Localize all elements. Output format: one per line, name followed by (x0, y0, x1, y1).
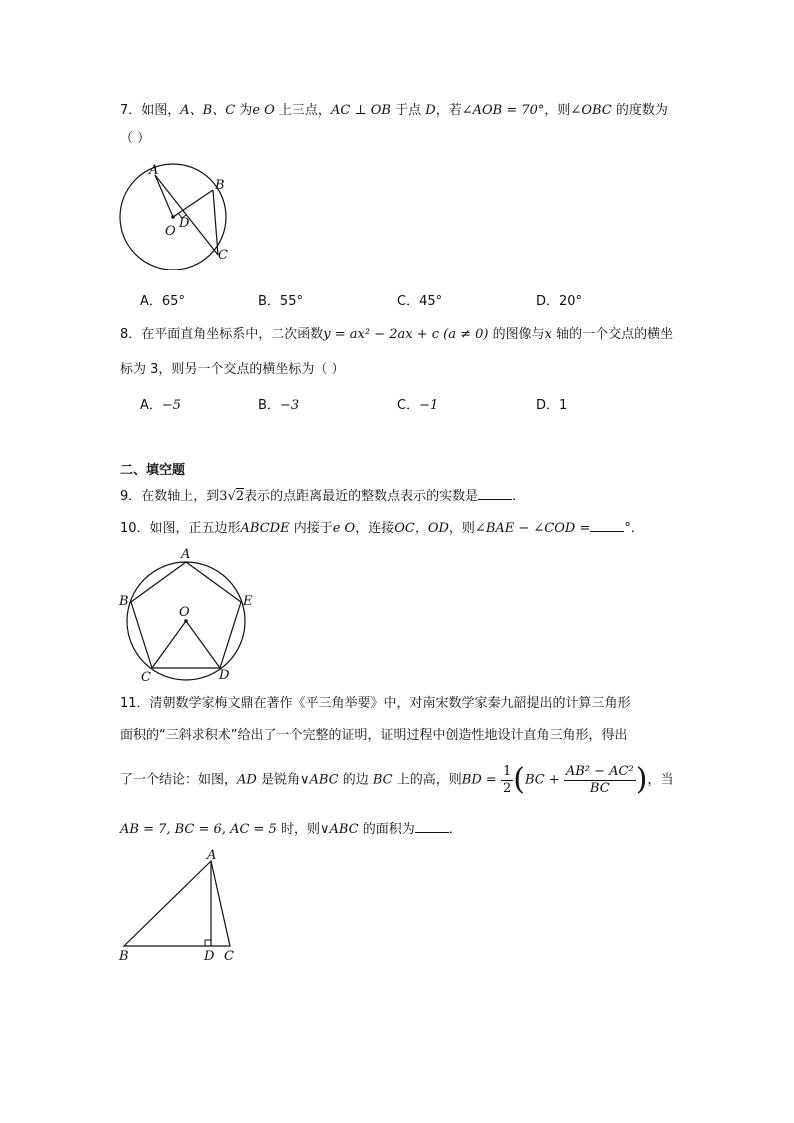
option-value: 55° (279, 294, 303, 309)
q9-text: 表示的点距离最近的整数点表示的实数是 (244, 489, 479, 504)
option-key: B． (258, 294, 280, 309)
q7-label-o: O (165, 224, 176, 239)
q11-triangle-shape (124, 861, 230, 946)
q7-points: A、B、C (180, 103, 236, 118)
frac-den: 2 (502, 780, 512, 796)
q10-label-d: D (219, 668, 230, 683)
q10-segments: OC，OD (394, 521, 449, 536)
q8-option-d[interactable] (536, 394, 567, 413)
q10-text: °． (624, 521, 644, 536)
q11-figure (110, 845, 250, 965)
q10-stem (120, 519, 644, 538)
q9-text: ． (512, 489, 526, 504)
q7-label-b: B (215, 178, 225, 193)
q11-text: 时，则 (276, 822, 320, 837)
q10-text: ，连接 (355, 521, 395, 536)
option-value: 45° (419, 294, 443, 309)
q7-option-c[interactable] (397, 290, 442, 309)
q11-bc: BC (372, 772, 393, 788)
q9-radicand: 2 (235, 489, 245, 504)
q11-given: AB = 7, BC = 6, AC = 5 (120, 822, 277, 837)
q11-text: 了一个结论：如图， (120, 772, 238, 788)
q11-answer-blank[interactable] (415, 820, 449, 833)
q10-label-a: A (181, 547, 191, 562)
q10-text: 10．如图，正五边形 (120, 521, 241, 536)
q11-label-a: A (207, 848, 217, 863)
q11-text: ，当 (647, 772, 674, 788)
q7-point-d: D (425, 103, 436, 118)
q10-pentagon: ABCDE (240, 521, 290, 536)
q7-perpendicular: AC ⊥ OB (330, 103, 391, 118)
q10-text: 内接于 (289, 521, 333, 536)
q11-text: 的边 (338, 772, 373, 788)
q7-text: 上三点， (274, 103, 331, 118)
option-key: D． (536, 398, 560, 413)
option-key: A． (140, 398, 162, 413)
q10-figure (110, 545, 260, 685)
q11-text: 是锐角 (256, 772, 300, 788)
option-value: 1 (559, 398, 568, 413)
q7-text: 7．如图， (120, 103, 181, 118)
q10-label-b: B (119, 594, 129, 609)
option-value: −5 (161, 398, 182, 413)
q9-answer-blank[interactable] (478, 487, 512, 500)
q10-text: ，则 (448, 521, 475, 536)
q10-label-o: O (179, 605, 190, 620)
q9-text: 9．在数轴上，到 (120, 489, 220, 504)
q8-option-b[interactable] (258, 394, 299, 413)
q11-half (501, 764, 513, 797)
q8-option-a[interactable] (140, 394, 181, 413)
frac-num: 1 (502, 763, 512, 779)
option-value: 20° (559, 294, 583, 309)
q7-option-a[interactable] (140, 290, 185, 309)
q11-paren-close: ) (635, 762, 648, 797)
q8-text: 8．在平面直角坐标系中，二次函数 (120, 327, 324, 342)
q11-triangle: ∨ABC (319, 822, 359, 837)
q10-expression: ∠BAE − ∠COD = (474, 521, 591, 536)
q9-coef: 3 (219, 489, 228, 504)
q10-label-c: C (141, 670, 151, 685)
option-value: −1 (419, 398, 439, 413)
q8-text: 的图像与 (488, 327, 545, 342)
option-key: C． (397, 398, 420, 413)
q7-angle-given: ∠AOB = 70° (461, 103, 545, 118)
q11-bd-eq: BD = (461, 772, 497, 788)
q11-label-c: C (224, 949, 234, 964)
option-key: D． (536, 294, 560, 309)
q10-label-e: E (243, 594, 253, 609)
q7-text: 于点 (390, 103, 426, 118)
q11-text: 的面积为 (358, 822, 415, 837)
q7-option-d[interactable] (536, 290, 582, 309)
option-value: −3 (279, 398, 300, 413)
q11-line2: 面积的“三斜求积术”给出了一个完整的证明，证明过程中创造性地设计直角三角形，得出 (120, 728, 628, 743)
q11-label-d: D (204, 949, 215, 964)
q8-x: x (544, 327, 552, 342)
q11-paren-open: ( (513, 762, 525, 797)
q8-text: 轴的一个交点的横坐 (551, 327, 674, 342)
q11-triangle: ∨ABC (299, 772, 339, 788)
q7-stem (120, 102, 668, 120)
q10-circle-name: e O (332, 521, 356, 536)
q11-text: ． (448, 822, 462, 837)
q9-radical: 3√2 (219, 489, 245, 504)
q8-function: y = ax² − 2ax + c (a ≠ 0) (323, 327, 489, 342)
q8-stem-line1 (120, 326, 673, 344)
q8-option-c[interactable] (397, 394, 438, 413)
q7-answer-paren: （ ） (120, 131, 151, 146)
q7-label-a: A (149, 163, 159, 178)
option-key: C． (397, 294, 420, 309)
option-key: B． (258, 398, 280, 413)
q8-stem-line2: 标为 3，则另一个交点的横坐标为（ ） (120, 362, 345, 377)
q7-circle-name: e O (252, 103, 275, 118)
q11-text: 上的高，则 (392, 772, 462, 788)
q11-label-b: B (119, 949, 129, 964)
q7-angle-asked: ∠OBC (570, 103, 612, 118)
frac-num: AB² − AC² (565, 763, 634, 779)
q7-text: ，则 (544, 103, 571, 118)
q7-text: 的度数为 (611, 103, 668, 118)
frac-den: BC (589, 780, 610, 796)
q11-line1: 11．清朝数学家梅文鼎在著作《平三角举要》中，对南宋数学家秦九韶提出的计算三角形 (120, 696, 631, 711)
q7-label-c: C (218, 248, 228, 263)
q10-answer-blank[interactable] (590, 519, 624, 532)
q11-fraction (564, 764, 636, 797)
q7-text: 为 (235, 103, 253, 118)
q11-inner-bc: BC + (524, 772, 560, 788)
option-key: A． (140, 294, 162, 309)
q7-label-d: D (179, 216, 190, 231)
q11-line4 (120, 820, 462, 839)
section-title: 二、填空题 (120, 463, 186, 478)
q7-option-b[interactable] (258, 290, 303, 309)
option-value: 65° (161, 294, 185, 309)
q11-ad: AD (237, 772, 257, 788)
q11-line3 (120, 760, 673, 801)
q9-stem (120, 487, 525, 506)
q7-text: ，若 (435, 103, 462, 118)
q7-figure (110, 160, 240, 270)
